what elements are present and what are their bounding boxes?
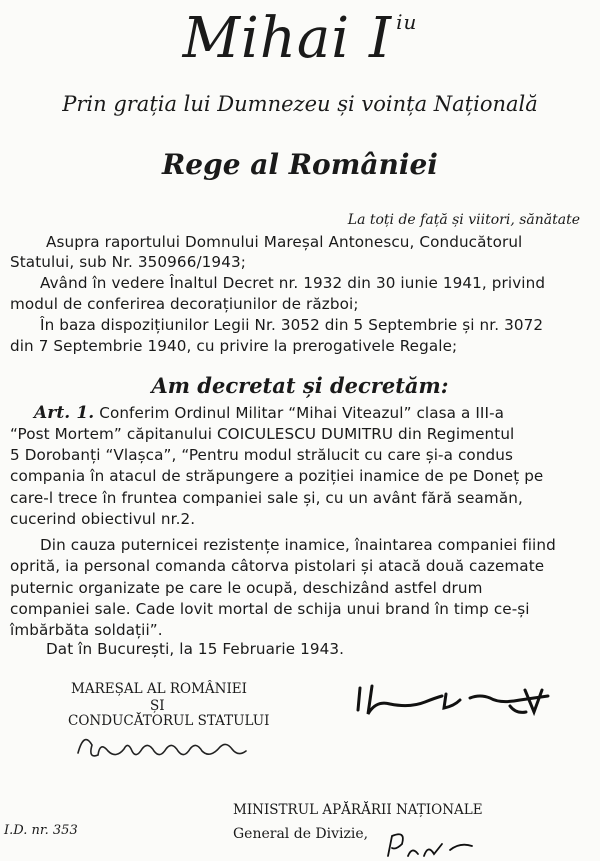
article-line: “Post Mortem” căpitanului COICULESCU DUMITRU din Regimentul bbox=[10, 425, 515, 443]
decree-heading: Am decretat și decretăm: bbox=[151, 373, 449, 398]
marshal-title-line: ȘI bbox=[150, 698, 165, 714]
minister-rank: General de Divizie, bbox=[233, 826, 369, 842]
minister-title: MINISTRUL APĂRĂRII NAȚIONALE bbox=[233, 802, 483, 818]
grace-line: Prin grația lui Dumnezeu și voința Națională bbox=[62, 92, 538, 116]
article-line: care-l trece în fruntea companiei sale și, cu un avânt fără seamăn, bbox=[10, 489, 523, 507]
preamble-line: din 7 Septembrie 1940, cu privire la prerogativele Regale; bbox=[10, 337, 458, 355]
preamble-line: modul de conferirea decorațiunilor de război; bbox=[10, 295, 359, 313]
ordinal-suffix: iu bbox=[396, 10, 418, 34]
article-line: puternic organizate pe care le ocupă, deschizând astfel drum bbox=[10, 579, 483, 597]
marshal-title-line: MAREȘAL AL ROMÂNIEI bbox=[71, 681, 247, 697]
article-line: 5 Dorobanți “Vlașca”, “Pentru modul strălucit cu care și-a condus bbox=[10, 446, 514, 464]
king-title: Rege al României bbox=[162, 148, 438, 181]
preamble-line: Asupra raportului Domnului Mareșal Antonescu, Conducătorul bbox=[46, 233, 523, 251]
king-signature bbox=[320, 660, 560, 740]
article-line: compania în atacul de străpungere a poziției inamice de pe Doneț pe bbox=[10, 467, 544, 485]
article-line: Din cauza puternicei rezistențe inamice, înaintarea companiei fiind bbox=[40, 536, 556, 554]
article-first-line bbox=[34, 403, 504, 423]
article-label: Art. 1. bbox=[34, 403, 95, 423]
preamble-line: În baza dispozițiunilor Legii Nr. 3052 din 5 Septembrie și nr. 3072 bbox=[40, 316, 544, 334]
article-line: cucerind obiectivul nr.2. bbox=[10, 510, 196, 528]
article-line: îmbărbăta soldații”. bbox=[10, 621, 163, 639]
antonescu-signature bbox=[70, 723, 310, 783]
document-title: Mihai I $^{iu}$ bbox=[182, 6, 418, 71]
greeting-line: La toți de față și viitori, sănătate bbox=[347, 212, 580, 228]
article-line: Conferim Ordinul Militar “Mihai Viteazul” clasa a III-a bbox=[99, 404, 505, 422]
article-line: companiei sale. Cade lovit mortal de schija unui brand în timp ce-și bbox=[10, 600, 530, 618]
marshal-title-line: CONDUCĂTORUL STATULUI bbox=[68, 713, 270, 729]
article-line: oprită, ia personal comanda câtorva pistolari și atacă două cazemate bbox=[10, 557, 545, 575]
date-line: Dat în București, la 15 Februarie 1943. bbox=[46, 640, 345, 658]
document-reference: I.D. nr. 353 bbox=[4, 823, 78, 838]
minister-signature bbox=[380, 820, 480, 861]
preamble-line: Statului, sub Nr. 350966/1943; bbox=[10, 253, 246, 271]
preamble-line: Având în vedere Înaltul Decret nr. 1932 din 30 iunie 1941, privind bbox=[40, 274, 546, 292]
